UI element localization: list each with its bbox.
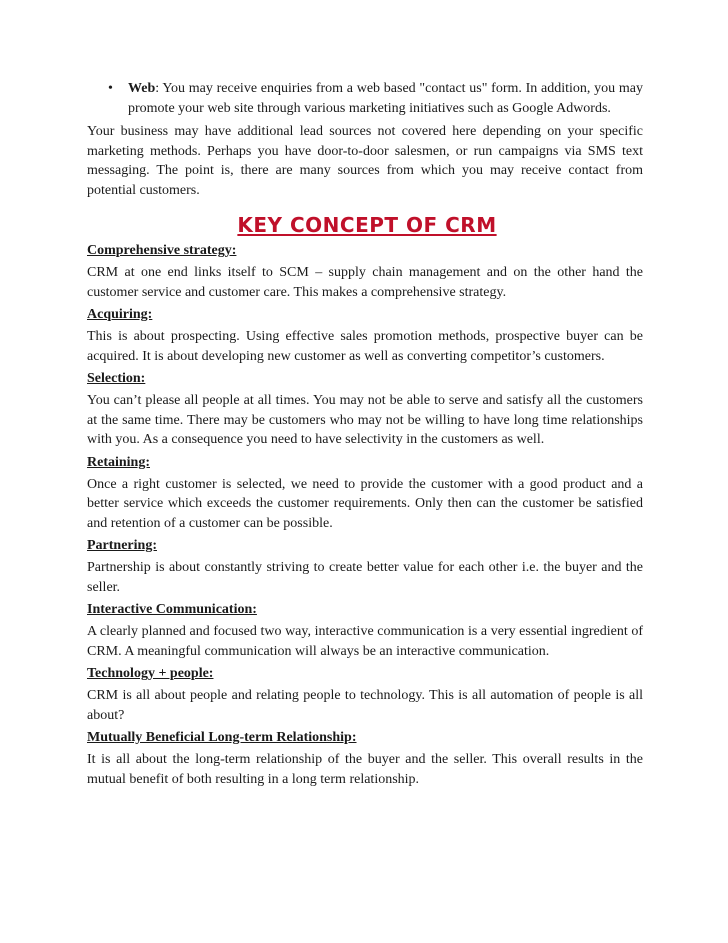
section-heading: Partnering: [87,538,157,553]
bullet-dot-icon: • [108,81,113,96]
section-body: CRM is all about people and relating people to technology. This is all automation of people is all about? [87,688,643,723]
section-comprehensive-strategy [87,241,643,302]
section-heading: Acquiring: [87,307,153,322]
section-heading: Technology + people: [87,666,214,681]
section-body: Partnership is about constantly striving to create better value for each other i.e. the buyer and the seller. [87,560,643,595]
document-page [87,79,643,792]
section-body: A clearly planned and focused two way, interactive communication is a very essential ingredient of CRM. A meaningful communication will always be an interactive communication. [87,624,643,659]
section-heading: Comprehensive strategy: [87,243,237,258]
section-interactive-communication [87,600,643,661]
section-body: You can’t please all people at all times. You may not be able to serve and satisfy all the customers at the same time. There may be customers who may not be willing to have long time relationships with you. As a consequence you need to have selectivity in the customers as well. [87,393,643,447]
bullet-label: Web [128,81,156,96]
bullet-item-web [87,79,643,118]
section-technology-people [87,664,643,725]
section-selection [87,369,643,450]
bullet-text [128,79,643,118]
section-acquiring [87,305,643,366]
section-partnering [87,536,643,597]
section-heading: Selection: [87,371,146,386]
section-body: CRM at one end links itself to SCM – supply chain management and on the other hand the customer service and customer care. This makes a comprehensive strategy. [87,265,643,300]
section-body: This is about prospecting. Using effective sales promotion methods, prospective buyer can be acquired. It is about developing new customer as well as converting competitor’s customers. [87,329,643,364]
section-retaining [87,453,643,534]
section-body: Once a right customer is selected, we need to provide the customer with a good product and a better service which exceeds the customer requirements. Only then can the customer be satisfied and retention of a customer can be possible. [87,476,643,531]
section-mutually-beneficial-relationship [87,728,643,789]
section-body: It is all about the long-term relationship of the buyer and the seller. This overall results in the mutual benefit of both resulting in a long term relationship. [87,752,643,787]
bullet-body: : You may receive enquiries from a web based "contact us" form. In addition, you may promote your web site through various marketing initiatives such as Google Adwords. [128,81,643,116]
section-heading: Mutually Beneficial Long-term Relationship: [87,730,357,745]
intro-paragraph: Your business may have additional lead sources not covered here depending on your specific marketing methods. Perhaps you have door-to-door salesmen, or run campaigns via SMS text messaging. The point is, there are many sources from which you may receive contact from potential customers. [87,124,643,198]
page-title: KEY CONCEPT OF CRM [237,213,497,237]
section-heading: Retaining: [87,454,150,470]
section-heading: Interactive Communication: [87,602,257,617]
